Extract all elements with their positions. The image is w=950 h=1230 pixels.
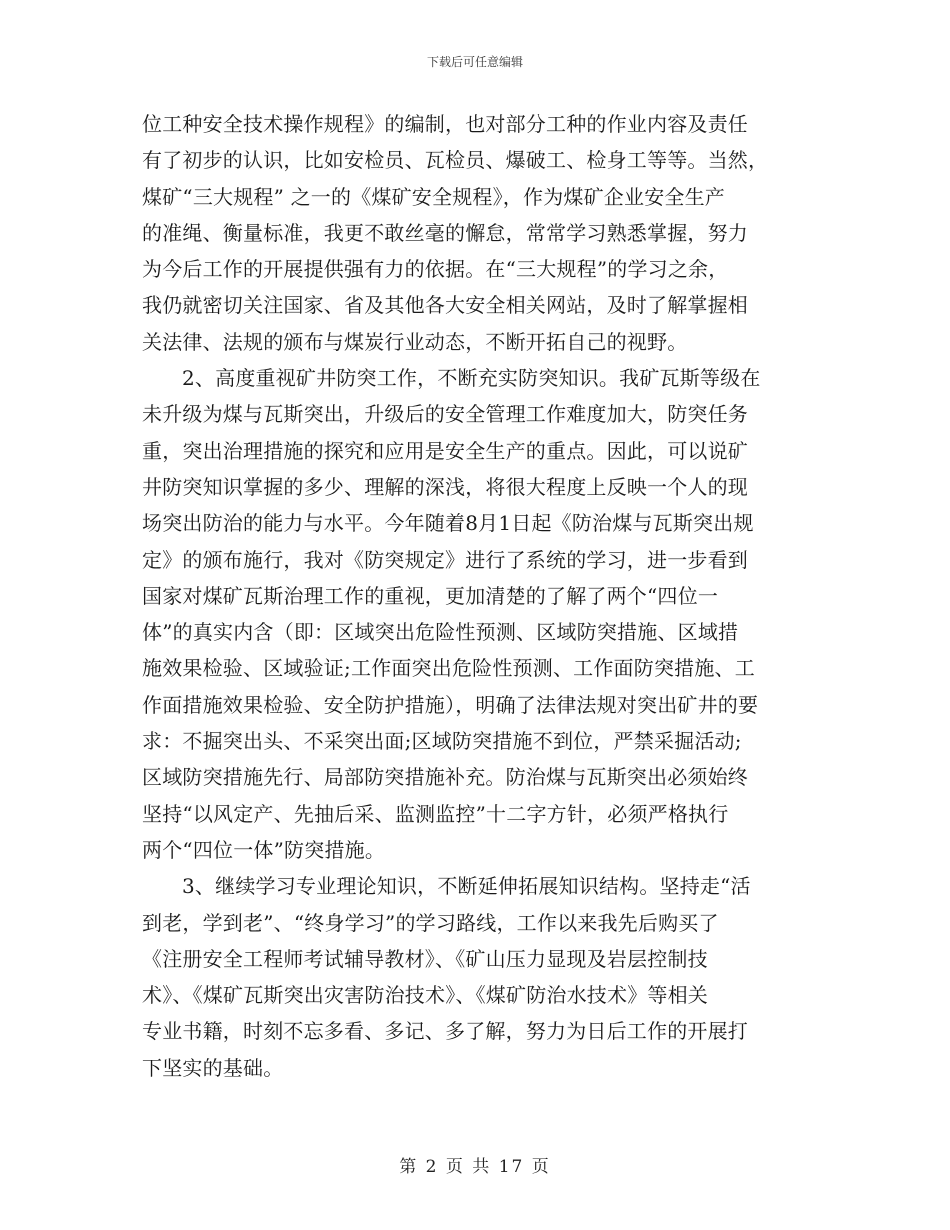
text-line: 体”的真实内含（即：区域突出危险性预测、区域防突措施、区域措: [142, 620, 739, 645]
text-line: 我仍就密切关注国家、省及其他各大安全相关网站，及时了解掌握相: [142, 293, 748, 318]
text-line: 位工种安全技术操作规程》的编制，也对部分工种的作业内容及责任: [142, 112, 748, 136]
page-header: 下载后可任意编辑: [426, 55, 523, 69]
text-line: 区域防突措施先行、局部防突措施补充。防治煤与瓦斯突出必须始终: [142, 765, 748, 790]
text-line: 的准绳、衡量标准，我更不敢丝毫的懈怠，常常学习熟悉掌握，努力: [142, 220, 748, 245]
text-line: 场突出防治的能力与水平。今年随着8月1日起《防治煤与瓦斯突出规: [142, 511, 754, 536]
text-line: 重，突出治理措施的探究和应用是安全生产的重点。因此，可以说矿: [142, 438, 748, 463]
text-line: 煤矿“三大规程” 之一的《煤矿安全规程》，作为煤矿企业安全生产: [142, 184, 726, 209]
page-number: 第 2 页 共 17 页: [399, 1157, 551, 1177]
text-line: 井防突知识掌握的多少、理解的深浅，将很大程度上反映一个人的现: [142, 474, 748, 499]
text-line: 施效果检验、区域验证;工作面突出危险性预测、工作面防突措施、工: [142, 656, 755, 681]
text-line: 定》的颁布施行，我对《防突规定》进行了系统的学习，进一步看到: [142, 547, 748, 572]
text-line: 为今后工作的开展提供强有力的依据。在“三大规程”的学习之余，: [142, 257, 729, 282]
text-line: 两个“四位一体”防突措施。: [142, 837, 386, 862]
paragraph-start-line: 2、高度重视矿井防突工作，不断充实防突知识。我矿瓦斯等级在: [182, 366, 761, 391]
text-line: 未升级为煤与瓦斯突出，升级后的安全管理工作难度加大，防突任务: [142, 402, 748, 427]
text-line: 到老，学到老”、“终身学习”的学习路线，工作以来我先后购买了: [142, 910, 719, 935]
text-line: 《注册安全工程师考试辅导教材》、《矿山压力显现及岩层控制技: [142, 946, 708, 971]
text-line: 国家对煤矿瓦斯治理工作的重视，更加清楚的了解了两个“四位一: [142, 583, 719, 608]
text-line: 坚持“以风定产、先抽后采、监测监控”十二字方针，必须严格执行: [142, 801, 729, 826]
text-line: 关法律、法规的颁布与煤炭行业动态，不断开拓自己的视野。: [142, 329, 688, 354]
text-line: 求：不掘突出头、不采突出面;区域防突措施不到位，严禁采掘活动;: [142, 729, 742, 754]
text-line: 有了初步的认识，比如安检员、瓦检员、爆破工、检身工等等。当然，: [142, 148, 769, 173]
text-line: 下坚实的基础。: [142, 1055, 284, 1080]
document-body: [142, 106, 812, 1086]
paragraph-start-line: 3、继续学习专业理论知识，不断延伸拓展知识结构。坚持走“活: [182, 874, 751, 899]
text-line: 专业书籍，时刻不忘多看、多记、多了解，努力为日后工作的开展打: [142, 1019, 748, 1044]
text-line: 术》、《煤矿瓦斯突出灾害防治技术》、《煤矿防治水技术》等相关: [142, 983, 708, 1008]
text-line: 作面措施效果检验、安全防护措施），明确了法律法规对突出矿井的要: [142, 692, 759, 717]
